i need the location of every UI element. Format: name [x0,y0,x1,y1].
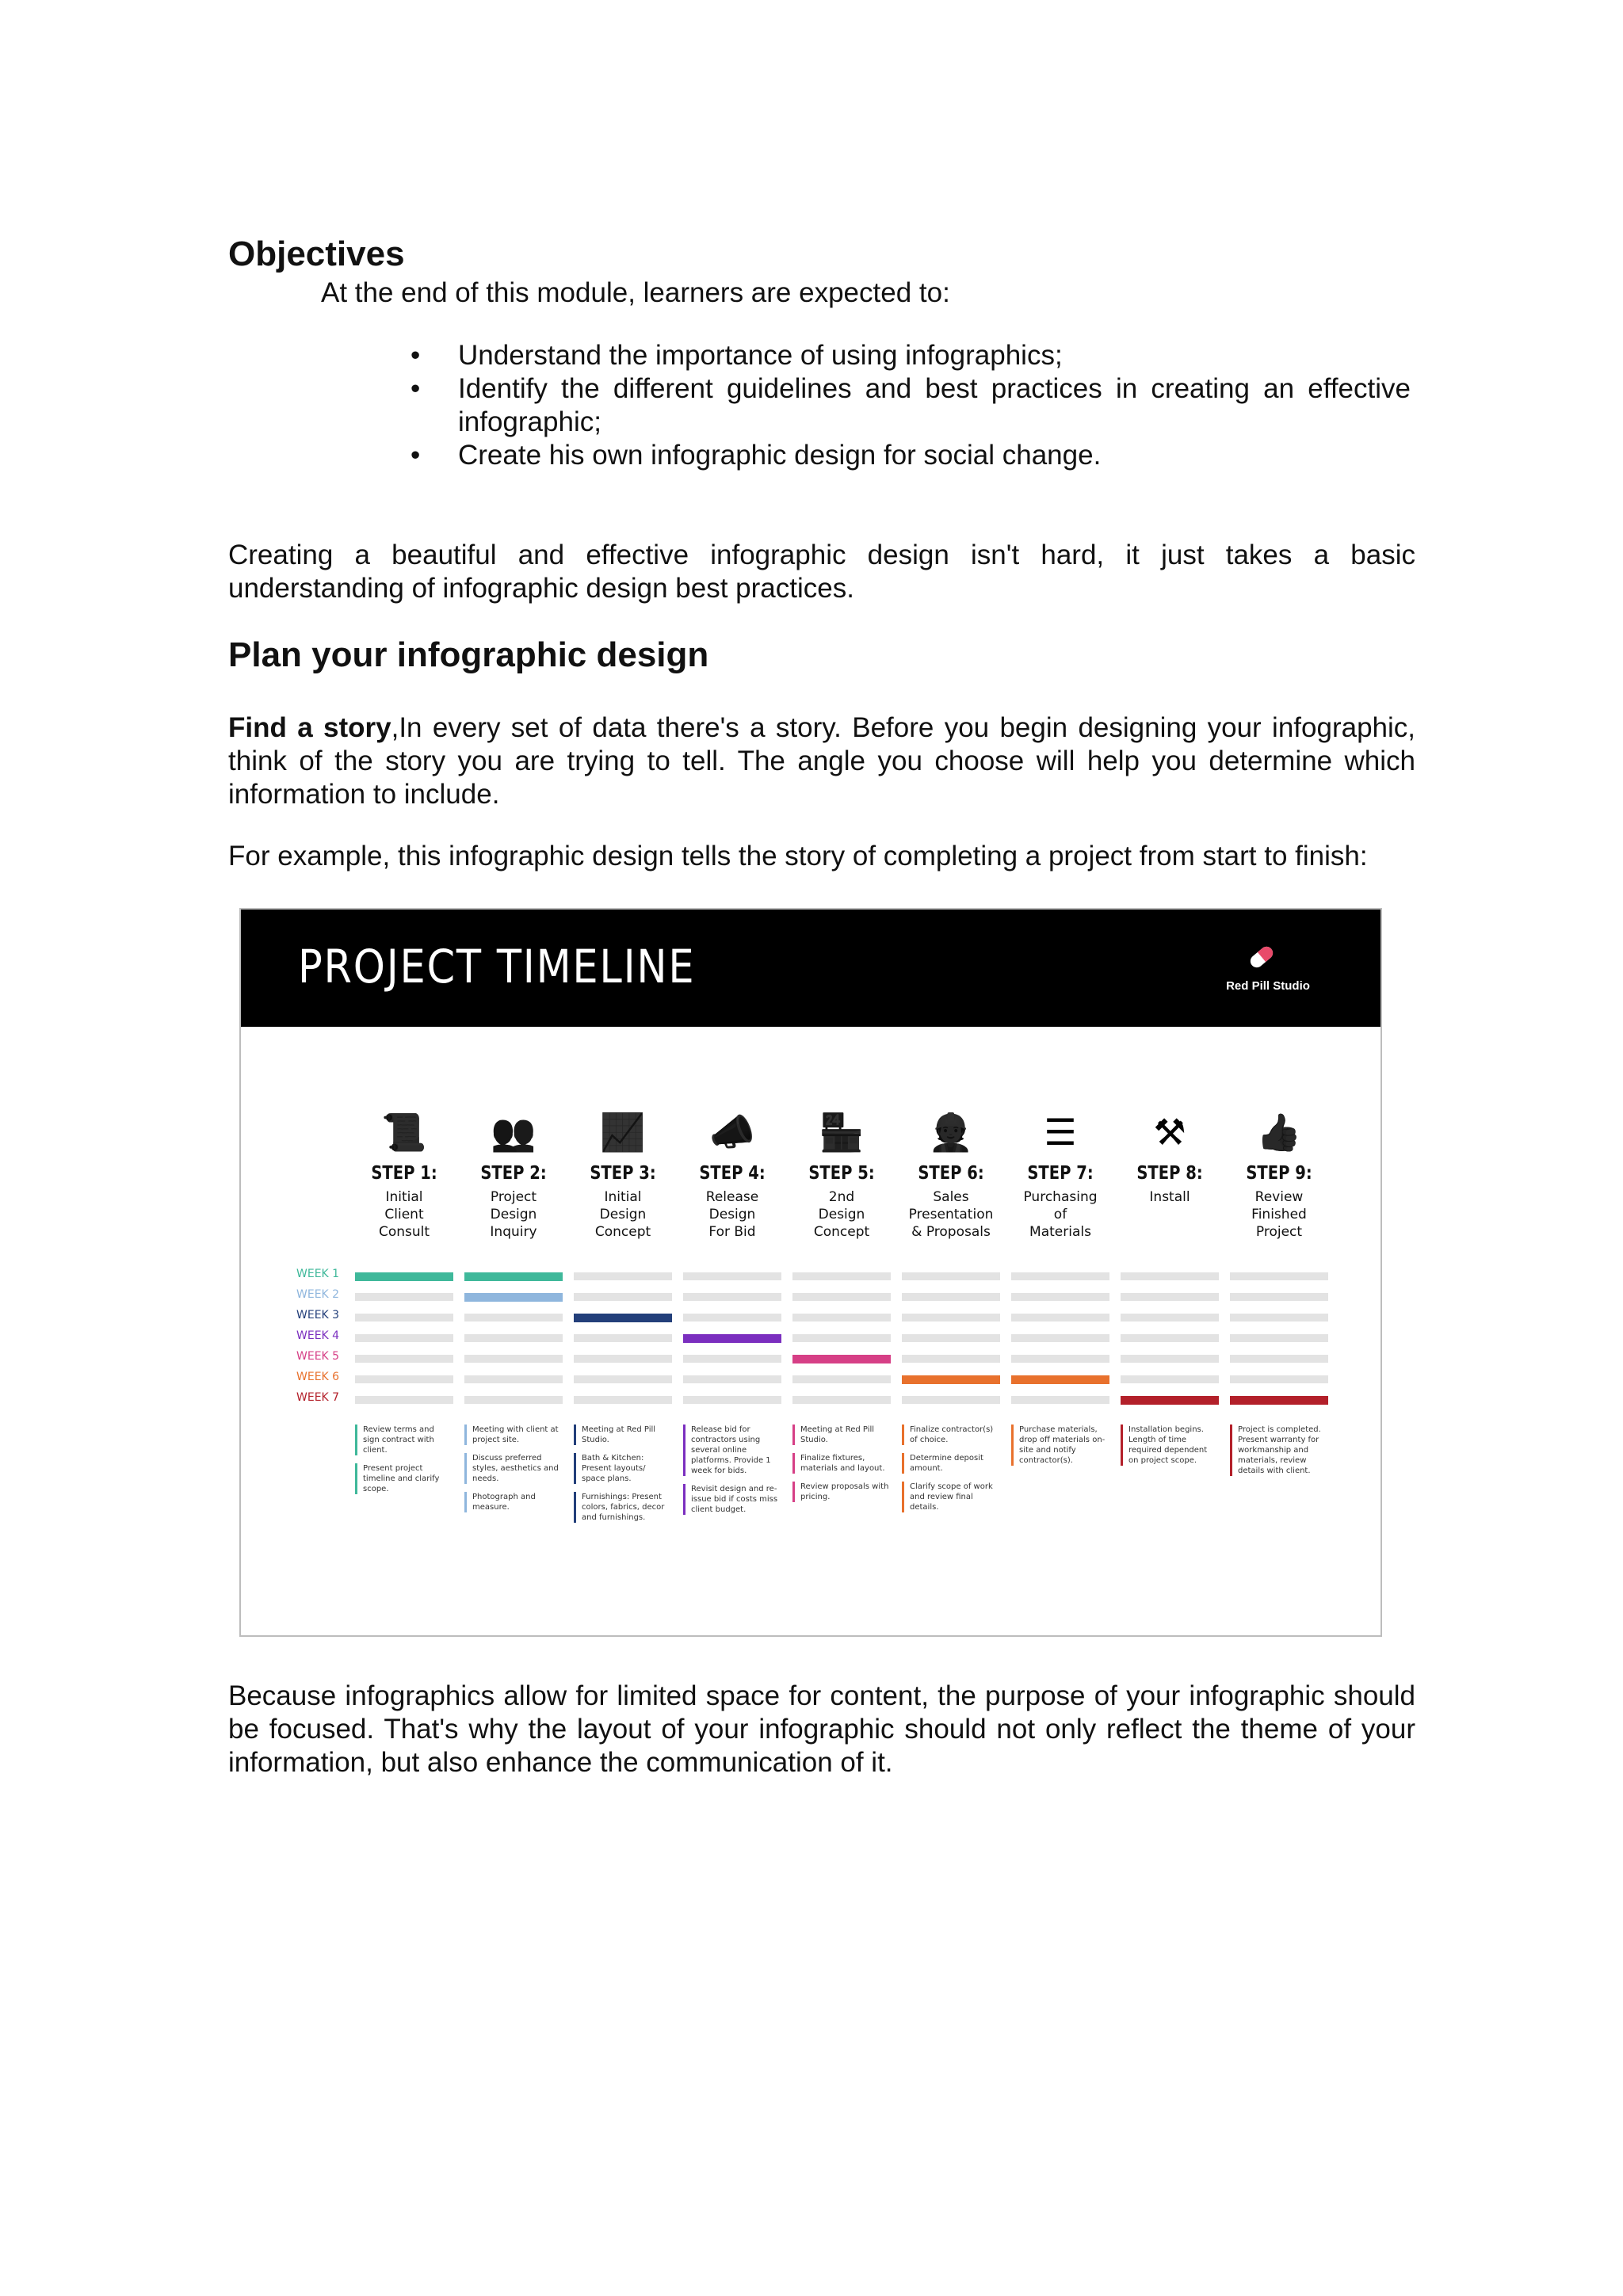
timeline-bar [792,1355,891,1363]
step-note [792,1425,889,1445]
step-notes [355,1425,452,1502]
timeline-bar [902,1375,1000,1384]
step-description: 2nd Design Concept [813,1189,870,1240]
note-marker [574,1453,576,1484]
note-marker [792,1425,795,1445]
bullet-icon: • [411,373,421,404]
timeline-bar [683,1334,781,1343]
step-note [902,1482,999,1512]
timeline-track [1011,1272,1109,1280]
note-marker [464,1425,467,1445]
note-text: Clarify scope of work and review final details. [910,1482,993,1512]
step-label: STEP 5: [808,1163,875,1184]
note-text: Furnishings: Present colors, fabrics, decor and furnishings. [582,1493,665,1522]
step-notes [574,1425,670,1531]
step-label: STEP 8: [1136,1163,1203,1184]
step-label: STEP 4: [699,1163,766,1184]
step-note [792,1453,889,1474]
step-note [1230,1425,1327,1476]
timeline-track [792,1314,891,1322]
timeline-track [902,1293,1000,1301]
people-icon: 👥 [491,1111,537,1153]
step-note [574,1425,670,1445]
note-marker [574,1425,576,1445]
timeline-track [1011,1355,1109,1363]
note-text: Purchase materials, drop off materials on-site and notify contractor(s). [1019,1425,1106,1465]
step-note [792,1482,889,1502]
week-label: WEEK 1 [296,1268,340,1280]
note-marker [683,1484,685,1515]
objectives-list [380,339,1411,472]
timeline-track [1121,1355,1219,1363]
step-label: STEP 6: [918,1163,984,1184]
scroll-icon: 📜 [381,1111,427,1153]
timeline-track [464,1375,563,1383]
step-notes [1011,1425,1108,1474]
note-marker [1230,1425,1232,1476]
step-note [683,1425,780,1476]
timeline-track [1121,1293,1219,1301]
timeline-step [571,1108,674,1241]
step-notes [683,1425,780,1523]
worker-icon: 👷 [928,1111,974,1153]
step-note [574,1453,670,1484]
step-note [464,1425,561,1445]
note-marker [574,1492,576,1523]
timeline-track [792,1396,891,1404]
bullet-icon: • [411,340,421,371]
timeline-track [902,1355,1000,1363]
timeline-track [683,1293,781,1301]
timeline-track [683,1355,781,1363]
week-label: WEEK 6 [296,1371,340,1383]
timeline-track [792,1375,891,1383]
note-text: Review proposals with pricing. [800,1482,889,1501]
timeline-track [683,1375,781,1383]
step-description: Install [1149,1189,1190,1205]
note-text: Meeting at Red Pill Studio. [800,1425,875,1444]
timeline-track [683,1314,781,1322]
timeline-track [902,1314,1000,1322]
step-note [1121,1425,1217,1466]
brand-name: Red Pill Studio [1226,979,1310,993]
note-text: Meeting at Red Pill Studio. [582,1425,656,1444]
timeline-track [355,1375,453,1383]
timeline-track [355,1396,453,1404]
note-marker [902,1482,904,1512]
timeline-bar [464,1293,563,1302]
intro-paragraph: Creating a beautiful and effective infographic design isn't hard, it just takes a basic understanding of infographic design best practices. [228,540,1415,604]
timeline-track [1121,1334,1219,1342]
timeline-track [464,1355,563,1363]
timeline-track [574,1293,672,1301]
note-text: Discuss preferred styles, aesthetics and needs. [472,1454,559,1483]
checklist-icon: ☰ [1044,1112,1077,1153]
note-text: Finalize contractor(s) of choice. [910,1425,994,1444]
timeline-bar [1011,1375,1109,1384]
timeline-track [355,1293,453,1301]
note-marker [1121,1425,1123,1466]
note-text: Project is completed. Present warranty for workmanship and materials, review details with client. [1238,1425,1321,1475]
step-note [574,1492,670,1523]
step-description: Initial Design Concept [594,1189,651,1240]
timeline-bar [1121,1396,1219,1405]
step-note [355,1425,452,1455]
timeline-bar [574,1314,672,1322]
note-text: Release bid for contractors using several online platforms. Provide 1 week for bids. [691,1425,771,1475]
timeline-track [1011,1334,1109,1342]
find-story-paragraph [228,711,1415,811]
closing-paragraph: Because infographics allow for limited space for content, the purpose of your infographic should be focused. That's why the layout of your infographic should not only reflect the theme of your information, but also enhance the communication of it. [228,1680,1415,1778]
note-text: Installation begins. Length of time required dependent on project scope. [1128,1425,1208,1465]
step-description: Sales Presentation & Proposals [908,1189,994,1240]
step-label: STEP 7: [1027,1163,1094,1184]
note-text: Revisit design and re-issue bid if costs miss client budget. [691,1485,778,1514]
step-label: STEP 9: [1246,1163,1312,1184]
example-paragraph: For example, this infographic design tells the story of completing a project from start to finish: [228,841,1368,871]
timeline-track [792,1293,891,1301]
step-description: Purchasing of Materials [1023,1189,1098,1240]
note-marker [683,1425,685,1476]
objectives-heading: Objectives [228,235,405,273]
timeline-track [574,1355,672,1363]
step-notes [464,1425,561,1520]
step-label: STEP 2: [480,1163,547,1184]
note-text: Bath & Kitchen: Present layouts/ space plans. [582,1454,646,1483]
timeline-track [574,1396,672,1404]
timeline-step [790,1108,893,1241]
tools-icon: ⚒ [1153,1112,1186,1153]
week-label: WEEK 7 [296,1391,340,1404]
project-timeline-infographic [239,908,1382,1637]
find-story-label: Find a story [228,712,391,743]
note-marker [792,1453,795,1474]
note-marker [464,1453,467,1484]
week-label: WEEK 3 [296,1309,340,1322]
step-description: Release Design For Bid [705,1189,759,1240]
find-story-text: ,In every set of data there's a story. Before you begin designing your infographic, think of the story you are trying to tell. The angle you choose will help you determine which information to include. [228,712,1415,810]
infographic-title: PROJECT TIMELINE [298,940,696,994]
step-note [464,1492,561,1512]
plan-heading: Plan your infographic design [228,635,709,674]
timeline-bar [1230,1396,1328,1405]
timeline-track [792,1272,891,1280]
presentation-icon: 📈 [600,1111,646,1153]
timeline-track [1121,1272,1219,1280]
step-notes [1121,1425,1217,1474]
bullet-icon: • [411,440,421,471]
objective-item: • Identify the different guidelines and best practices in creating an effective infographic; [411,373,1411,437]
step-notes [902,1425,999,1520]
timeline-track [1230,1375,1328,1383]
timeline-track [792,1334,891,1342]
timeline-step [353,1108,456,1241]
step-notes [1230,1425,1327,1484]
note-text: Meeting with client at project site. [472,1425,559,1444]
timeline-track [902,1334,1000,1342]
note-text: Determine deposit amount. [910,1454,983,1473]
step-label: STEP 1: [371,1163,437,1184]
timeline-step [1228,1108,1331,1241]
timeline-track [683,1272,781,1280]
timeline-step [681,1108,784,1241]
note-marker [1011,1425,1014,1466]
timeline-track [1230,1293,1328,1301]
week-label: WEEK 4 [296,1329,340,1342]
step-note [902,1453,999,1474]
timeline-track [1230,1334,1328,1342]
step-notes [792,1425,889,1510]
step-note [683,1484,780,1515]
step-description: Review Finished Project [1251,1189,1307,1240]
objectives-lead: At the end of this module, learners are expected to: [321,277,950,308]
step-note [355,1463,452,1494]
timeline-step [899,1108,1002,1241]
note-text: Photograph and measure. [472,1493,536,1512]
timeline-track [355,1355,453,1363]
megaphone-icon: 📣 [709,1111,755,1153]
step-description: Initial Client Consult [378,1189,430,1240]
timeline-step [1118,1108,1221,1206]
week-label: WEEK 5 [296,1350,340,1363]
note-marker [902,1425,904,1445]
note-marker [902,1453,904,1474]
step-description: Project Design Inquiry [490,1189,537,1240]
step-label: STEP 3: [590,1163,656,1184]
thumbs-up-icon: 👍 [1256,1111,1302,1153]
timeline-track [464,1334,563,1342]
step-note [902,1425,999,1445]
storefront-icon: 🏪 [819,1111,865,1153]
timeline-step [462,1108,565,1241]
timeline-track [902,1272,1000,1280]
note-marker [792,1482,795,1502]
timeline-track [464,1314,563,1322]
note-marker [355,1463,357,1494]
note-marker [355,1425,357,1455]
timeline-track [1230,1314,1328,1322]
timeline-track [1011,1293,1109,1301]
timeline-track [902,1396,1000,1404]
timeline-track [574,1334,672,1342]
note-marker [464,1492,467,1512]
timeline-track [1230,1355,1328,1363]
timeline-bar [464,1272,563,1281]
step-note [1011,1425,1108,1466]
timeline-track [1011,1314,1109,1322]
note-text: Finalize fixtures, materials and layout. [800,1454,885,1473]
week-label: WEEK 2 [296,1288,340,1301]
timeline-track [355,1334,453,1342]
timeline-track [355,1314,453,1322]
timeline-track [683,1396,781,1404]
timeline-track [1121,1375,1219,1383]
note-text: Review terms and sign contract with client. [363,1425,434,1455]
pill-logo-icon [1244,941,1279,973]
timeline-track [574,1375,672,1383]
timeline-track [464,1396,563,1404]
note-text: Present project timeline and clarify scope. [363,1464,440,1493]
timeline-track [574,1272,672,1280]
objective-item: • Understand the importance of using infographics; [411,340,1063,371]
timeline-step [1009,1108,1112,1241]
step-note [464,1453,561,1484]
timeline-bar [355,1272,453,1281]
objective-item: • Create his own infographic design for social change. [411,440,1102,471]
timeline-track [1011,1396,1109,1404]
timeline-track [1121,1314,1219,1322]
timeline-track [1230,1272,1328,1280]
infographic-banner [241,910,1381,1027]
